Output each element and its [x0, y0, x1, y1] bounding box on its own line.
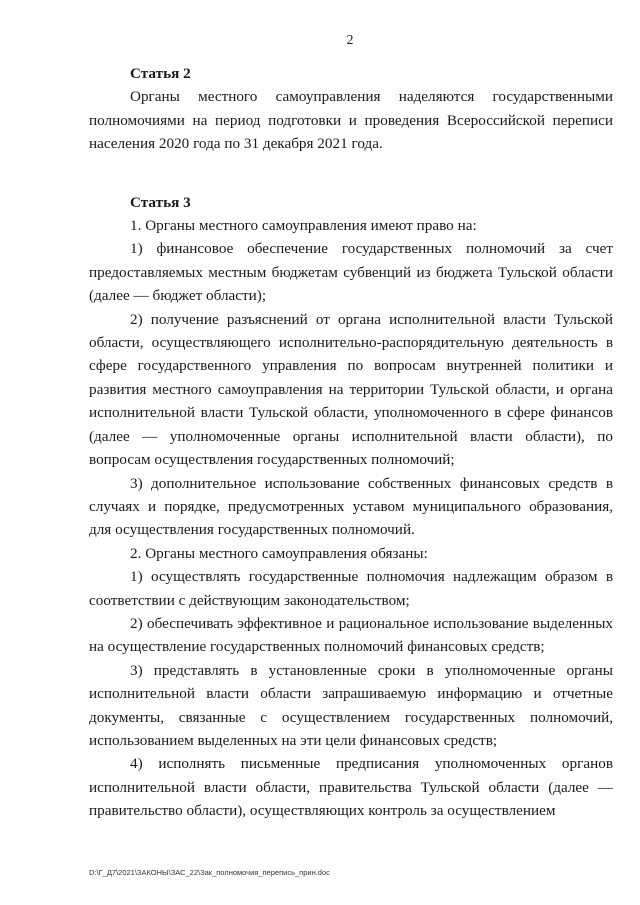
article-3-part-1-item: 2) получение разъяснений от органа исполнительной власти Тульской области, осуществляющего исполнительно-распорядительную деятельность в сфере государственного управления по вопросам внутренней политики и развития местного самоуправления на территории Тульской области, и органа исполнительной власти Тульской области, уполномоченного в сфере финансов (далее — уполномоченные органы исполнительной власти области), по вопросам осуществления государственных полномочий;: [89, 310, 613, 469]
article-3-part-2-item: 3) представлять в установленные сроки в уполномоченные органы исполнительной власти области запрашиваемую информацию и отчетные документы, связанные с осуществлением государственных полномочий, использованием выделенных на эти цели финансовых средств;: [89, 661, 613, 749]
article-3-heading: Статья 3: [130, 193, 191, 211]
document-body: [89, 62, 613, 823]
article-2-text: Органы местного самоуправления наделяются государственными полномочиями на период подготовки и проведения Всероссийской переписи населения 2020 года по 31 декабря 2021 года.: [89, 88, 613, 153]
article-3-part-2-item: 2) обеспечивать эффективное и рациональное использование выделенных на осуществление государственных полномочий финансовых средств;: [89, 614, 613, 656]
file-path-footer: D:\Г_Д7\2021\ЗАКОНЫ\ЗАС_22\Зак_полномочия_перепись_прин.doc: [89, 868, 330, 877]
article-3-part-1-intro: 1. Органы местного самоуправления имеют право на:: [130, 217, 477, 235]
article-3-part-2-item: 4) исполнять письменные предписания уполномоченных органов исполнительной власти области, правительства Тульской области (далее — правительство области), осуществляющих контроль за осуществлением: [89, 755, 613, 820]
article-3-part-2-item: 1) осуществлять государственные полномочия надлежащим образом в соответствии с действующим законодательством;: [89, 568, 613, 609]
article-2-heading: Статья 2: [130, 65, 191, 82]
page-number: 2: [346, 33, 354, 48]
article-3-part-1-item: 1) финансовое обеспечение государственных полномочий за счет предоставляемых местным бюджетам субвенций из бюджета Тульской области (далее — бюджет области);: [89, 240, 613, 305]
article-3-part-1-item: 3) дополнительное использование собственных финансовых средств в случаях и порядке, предусмотренных уставом муниципального образования, для осуществления государственных полномочий.: [89, 474, 613, 539]
article-3-part-2-intro: 2. Органы местного самоуправления обязаны:: [130, 544, 428, 562]
